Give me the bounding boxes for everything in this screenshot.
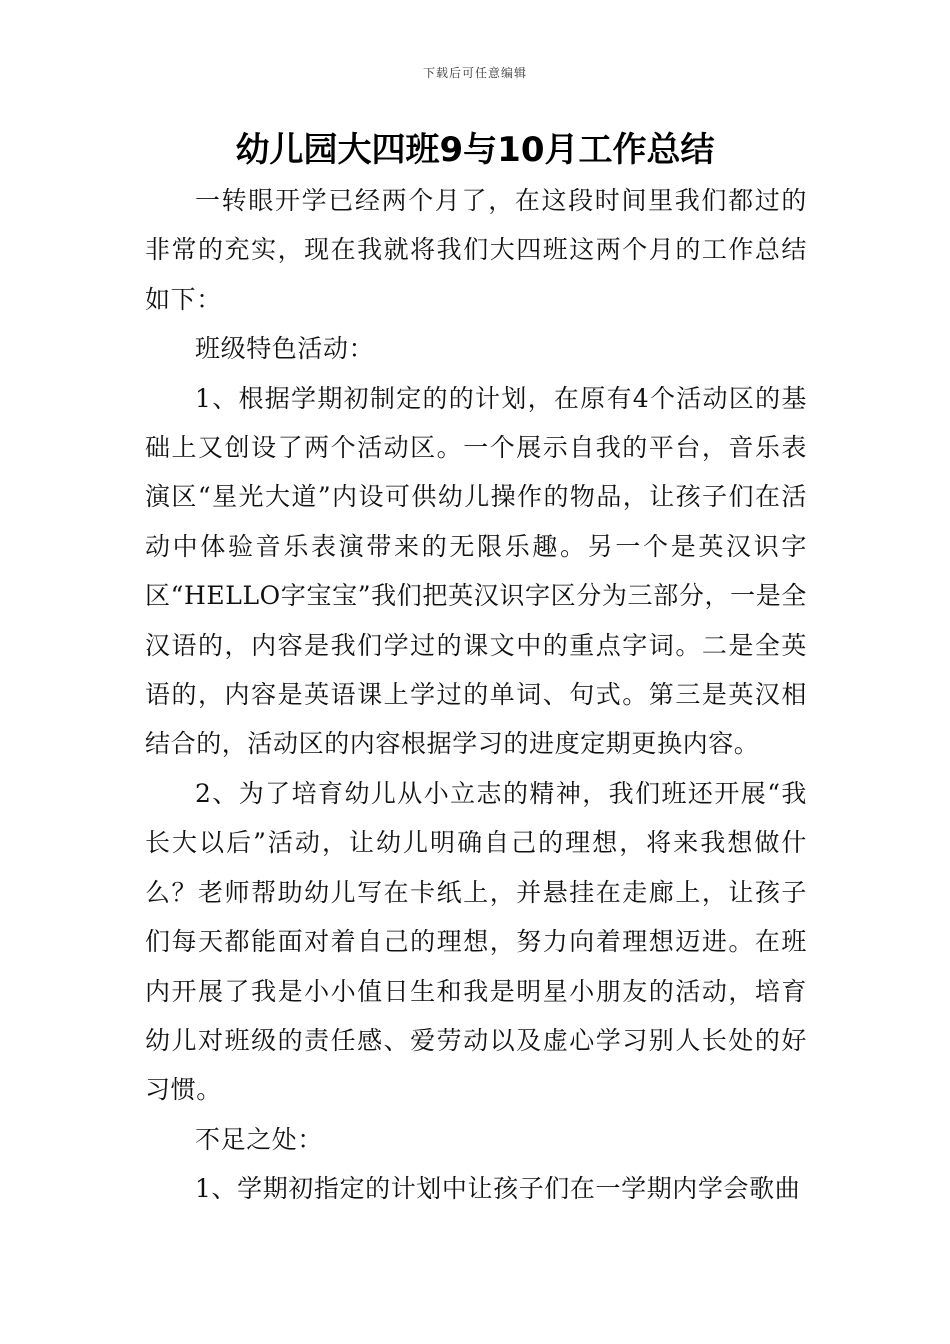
document-body xyxy=(145,176,807,1214)
section-heading-class-activities: 班级特色活动： xyxy=(195,334,375,364)
section-heading-shortcomings: 不足之处： xyxy=(195,1124,324,1154)
activity-item-1: 1、根据学期初制定的的计划，在原有4个活动区的基础上又创设了两个活动区。一个展示自我的平台，音乐表演区“星光大道”内设可供幼儿操作的物品，让孩子们在活动中体验音乐表演带来的无限乐趣。另一个是英汉识字区“HELLO字宝宝”我们把英汉识字区分为三部分，一是全汉语的，内容是我们学过的课文中的重点字词。二是全英语的，内容是英语课上学过的单词、句式。第三是英汉相结合的，活动区的内容根据学习的进度定期更换内容。 xyxy=(145,383,807,759)
document-title: 幼儿园大四班9与10月工作总结 xyxy=(235,130,715,170)
intro-paragraph: 一转眼开学已经两个月了，在这段时间里我们都过的非常的充实，现在我就将我们大四班这两个月的工作总结如下： xyxy=(145,186,807,314)
activity-item-2: 2、为了培育幼儿从小立志的精神，我们班还开展“我长大以后”活动，让幼儿明确自己的理想，将来我想做什么？老师帮助幼儿写在卡纸上，并悬挂在走廊上，让孩子们每天都能面对着自己的理想，努力向着理想迈进。在班内开展了我是小小值日生和我是明星小朋友的活动，培育幼儿对班级的责任感、爱劳动以及虚心学习别人长处的好习惯。 xyxy=(145,778,807,1105)
header-note: 下载后可任意编辑 xyxy=(422,66,527,80)
shortcoming-item-1: 1、学期初指定的计划中让孩子们在一学期内学会歌曲 xyxy=(195,1174,801,1204)
